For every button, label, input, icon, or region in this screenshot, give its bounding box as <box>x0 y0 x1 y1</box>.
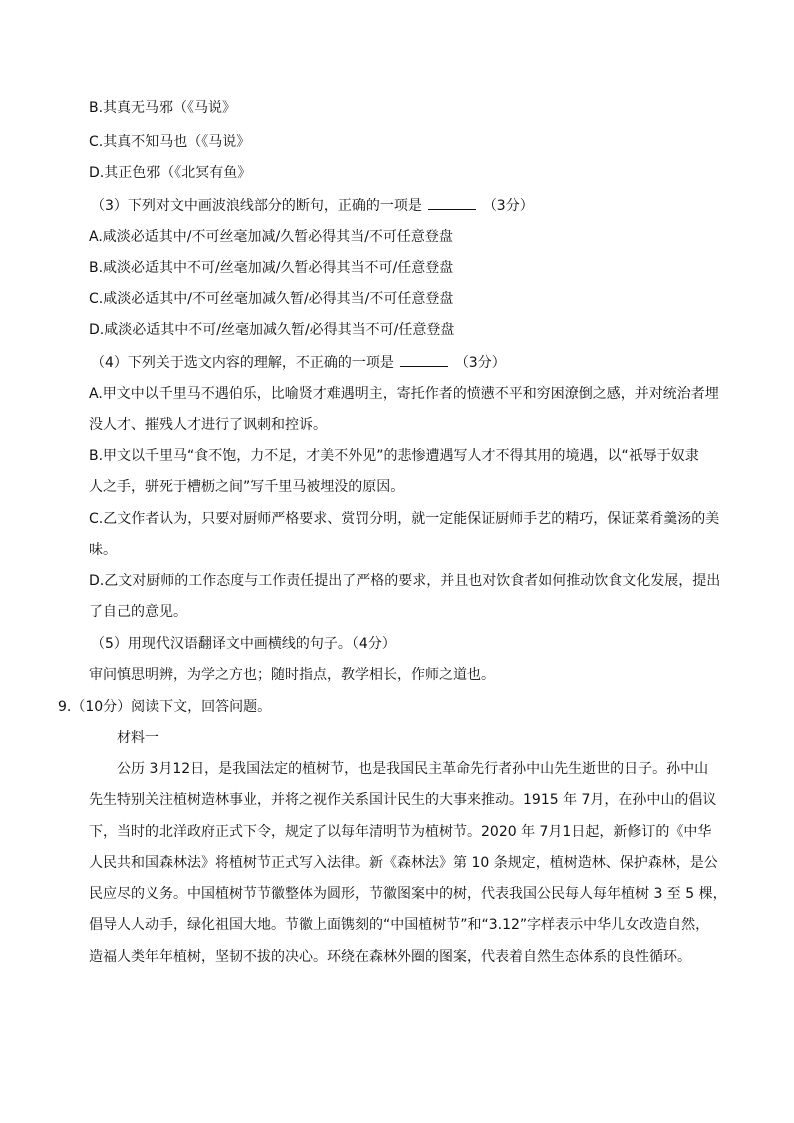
sub3-prompt-line <box>91 195 534 216</box>
option-d-prev: D.其正色邪（《北冥有鱼》 <box>89 165 252 181</box>
sub5-prompt: （5）用现代汉语翻译文中画横线的句子。（4分） <box>91 636 396 652</box>
sub3-prompt: （3）下列对文中画波浪线部分的断句，正确的一项是 <box>91 198 422 214</box>
option-b-prev: B.其真无马邪（《马说》 <box>89 100 237 116</box>
sub4-option-d-line1: D.乙文对厨师的工作态度与工作责任提出了严格的要求，并且也对饮食者如何推动饮食文化发展，提出 <box>89 573 721 589</box>
sub4-prompt-line <box>91 352 506 373</box>
sub3-score: （3分） <box>482 198 534 214</box>
paragraph-line-7: 造福人类年年植树，坚韧不拔的决心。环绕在森林外圈的图案，代表着自然生态体系的良性循环。 <box>89 949 691 965</box>
sub4-option-c-line2: 味。 <box>89 542 117 558</box>
sub4-option-d-line2: 了自己的意见。 <box>89 604 187 620</box>
sub3-option-d: D.咸淡必适其中不可/丝毫加减久暂/必得其当不可/任意登盘 <box>89 322 455 338</box>
answer-blank <box>400 352 448 367</box>
sub4-prompt: （4）下列关于选文内容的理解，不正确的一项是 <box>91 355 394 371</box>
sub3-option-b: B.咸淡必适其中不可/丝毫加减/久暂必得其当不可/任意登盘 <box>89 260 454 276</box>
paragraph-line-3: 下，当时的北洋政府正式下令，规定了以每年清明节为植树节。2020 年 7月1日起，新修订的《中华 <box>89 824 712 840</box>
sub4-option-b-line1: B.甲文以千里马“食不饱，力不足，才美不外见”的悲惨遭遇写人才不得其用的境遇，以“祇辱于奴隶 <box>89 448 699 464</box>
material-title: 材料一 <box>117 730 159 746</box>
sub4-score: （3分） <box>454 355 506 371</box>
paragraph-line-1: 公历 3月12日，是我国法定的植树节，也是我国民主革命先行者孙中山先生逝世的日子。孙中山 <box>117 761 709 777</box>
sub3-option-c: C.咸淡必适其中/不可丝毫加减久暂/必得其当/不可任意登盘 <box>89 291 454 307</box>
paragraph-line-4: 人民共和国森林法》将植树节正式写入法律。新《森林法》第 10 条规定，植树造林、保护森林，是公 <box>89 855 718 871</box>
paragraph-line-6: 倡导人人动手，绿化祖国大地。节徽上面镌刻的“中国植树节”和“3.12”字样表示中华儿女改造自然， <box>89 917 710 933</box>
sub3-option-a: A.咸淡必适其中/不可丝毫加减/久暂必得其当/不可任意登盘 <box>89 229 453 245</box>
sub4-option-b-line2: 人之手，骈死于槽枥之间”写千里马被埋没的原因。 <box>89 479 405 495</box>
option-c-prev: C.其真不知马也（《马说》 <box>89 134 251 150</box>
paragraph-line-2: 先生特别关注植树造林事业，并将之视作关系国计民生的大事来推动。1915 年 7月，在孙中山的倡议 <box>89 792 717 808</box>
sub4-option-c-line1: C.乙文作者认为，只要对厨师严格要求、赏罚分明，就一定能保证厨师手艺的精巧，保证菜肴羹汤的美 <box>89 511 720 527</box>
sub4-option-a-line2: 没人才、摧残人才进行了讽刺和控诉。 <box>89 417 327 433</box>
answer-blank <box>428 195 476 210</box>
paragraph-line-5: 民应尽的义务。中国植树节节徽整体为圆形，节徽图案中的树，代表我国公民每人每年植树 3 至 5 棵， <box>89 886 727 902</box>
sub5-sentence: 审问慎思明辨，为学之方也；随时指点，教学相长，作师之道也。 <box>89 667 495 683</box>
q9-header: 9.（10分）阅读下文，回答问题。 <box>58 699 272 715</box>
sub4-option-a-line1: A.甲文中以千里马不遇伯乐，比喻贤才难遇明主，寄托作者的愤懑不平和穷困潦倒之感，并对统治者埋 <box>89 386 719 402</box>
